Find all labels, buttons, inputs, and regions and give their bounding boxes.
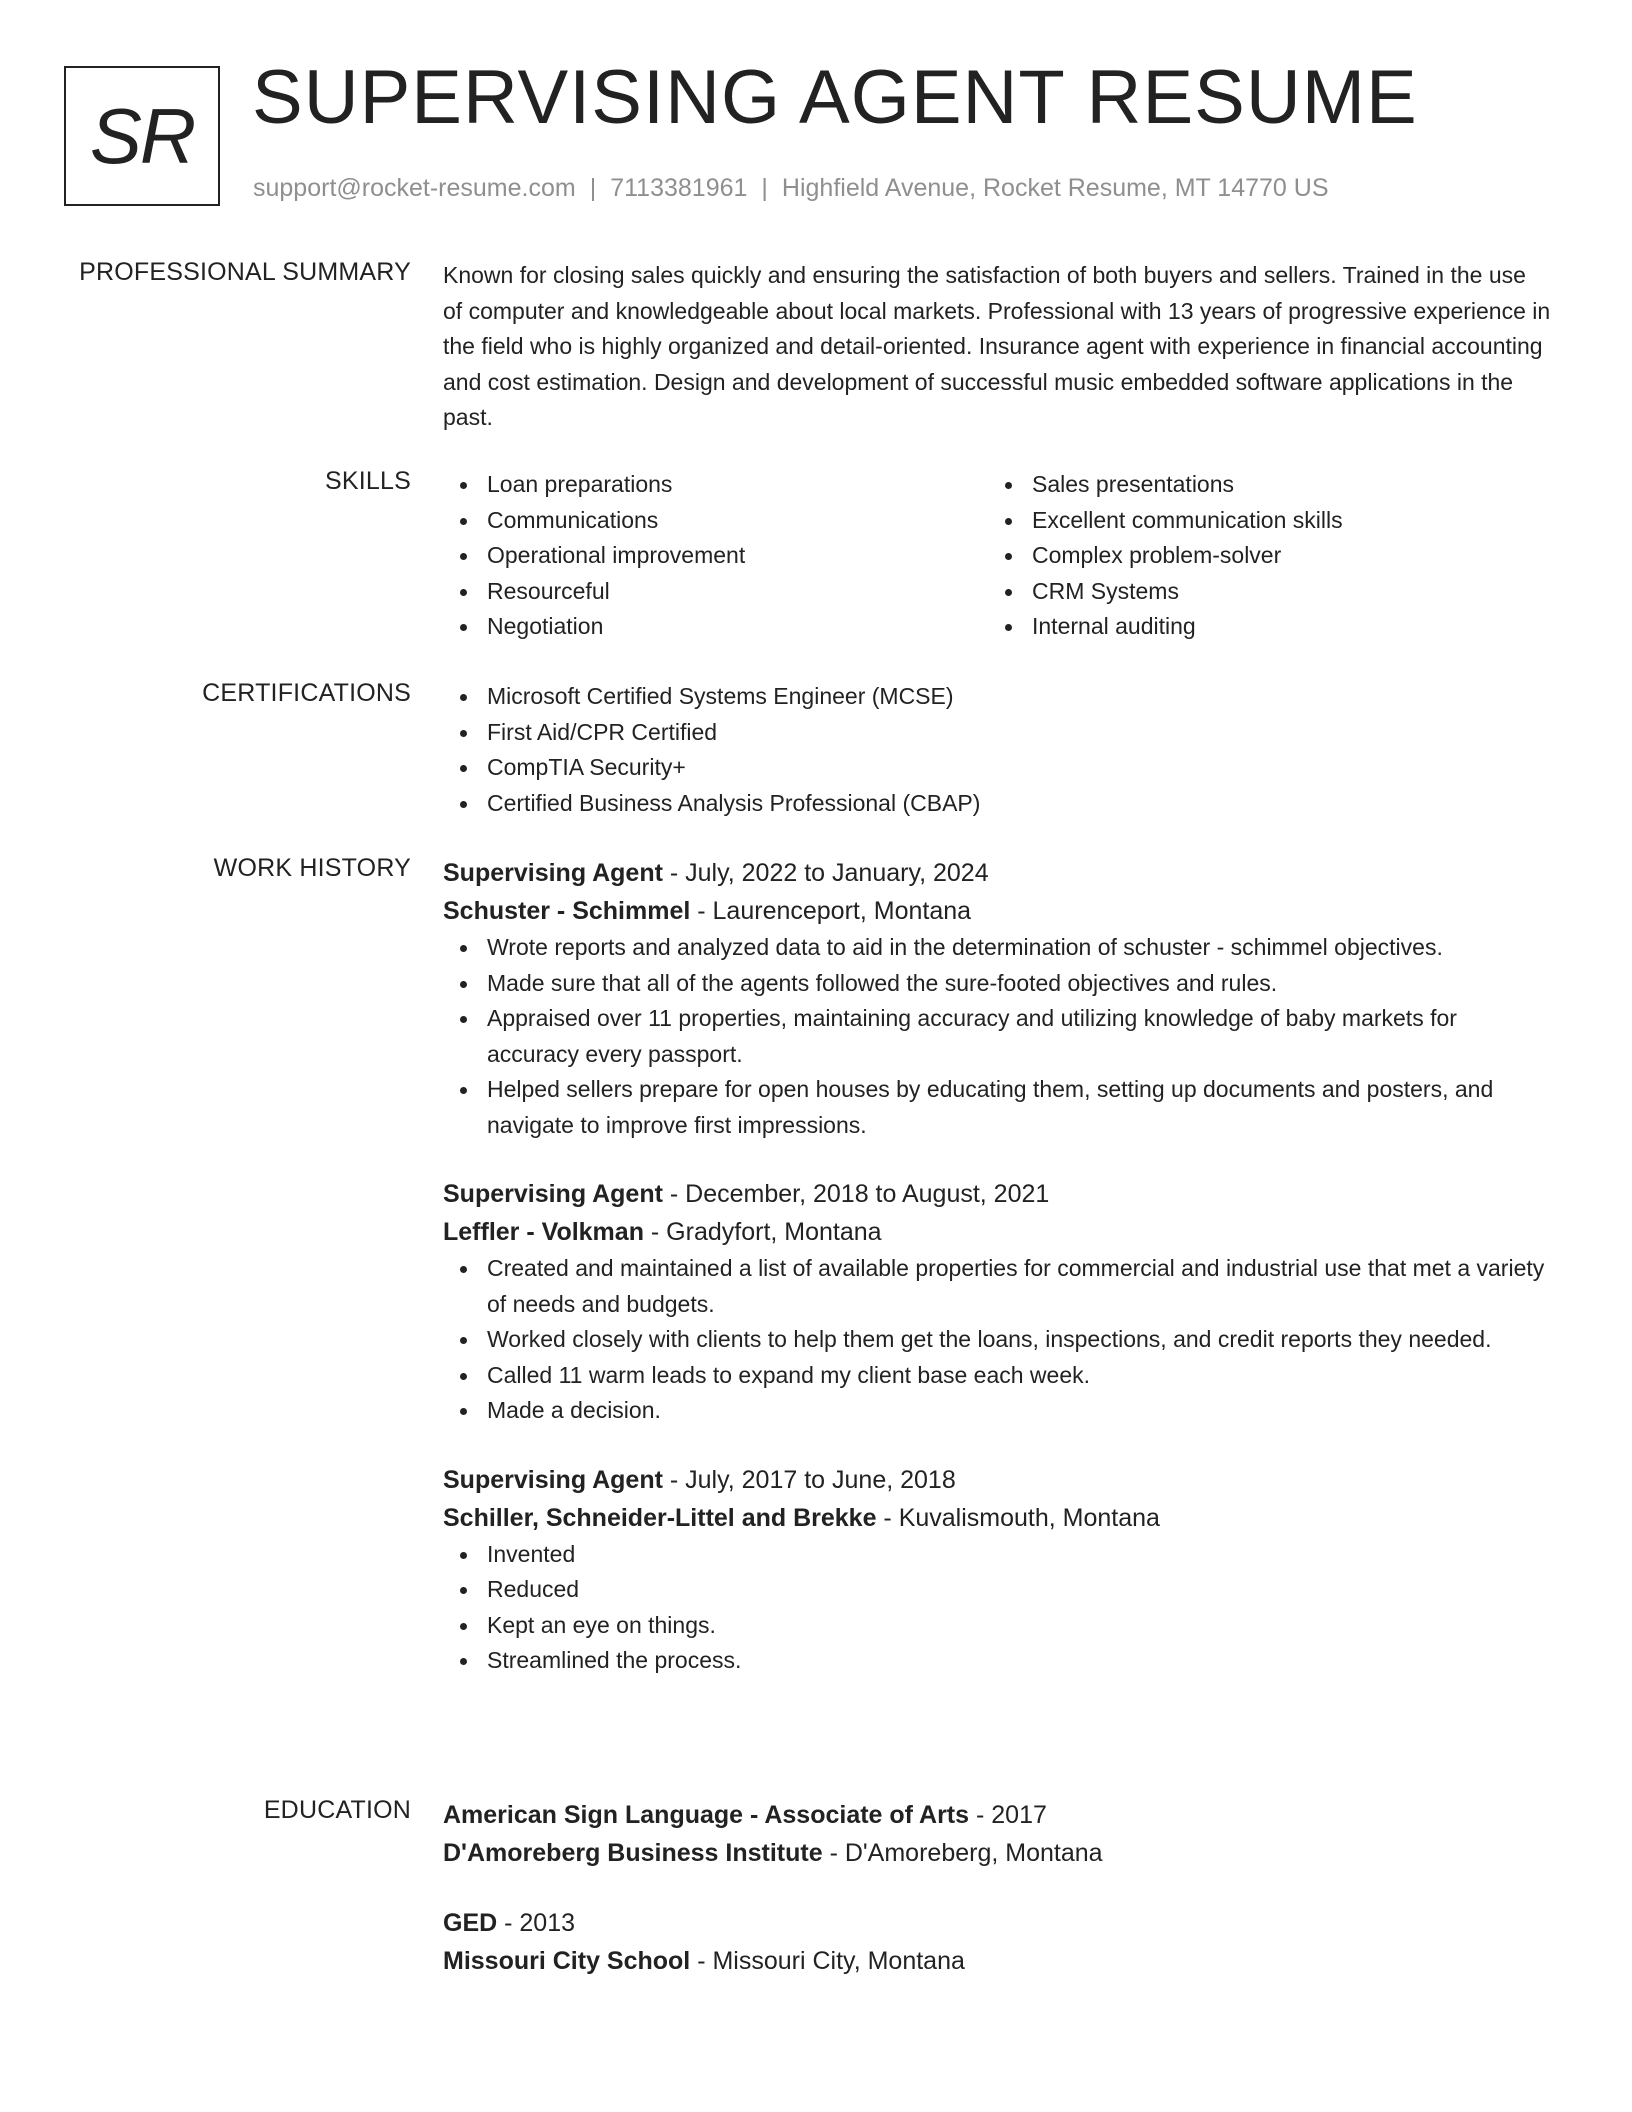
job-bullets <box>443 930 1551 1143</box>
job-company-line <box>443 1213 1551 1251</box>
job-company-line <box>443 892 1551 930</box>
list-item: Appraised over 11 properties, maintaining accuracy and utilizing knowledge of baby markets for accuracy every passport. <box>443 1001 1551 1072</box>
summary-text: Known for closing sales quickly and ensuring the satisfaction of both buyers and sellers. Trained in the use of computer and knowledgeable about local markets. Professional with 13 years of progressive experience in the field who is highly organized and detail-oriented. Insurance agent with experience in financial accounting and cost estimation. Design and development of successful music embedded software applications in the past. <box>443 262 1551 430</box>
education-entry <box>443 1904 1551 1980</box>
education-year: - 2013 <box>497 1909 576 1937</box>
education-degree: American Sign Language - Associate of Arts <box>443 1801 970 1829</box>
resume-title: SUPERVISING AGENT RESUME <box>252 55 1418 140</box>
job-dates: - July, 2022 to January, 2024 <box>662 859 989 887</box>
list-item: Reduced <box>443 1572 1551 1608</box>
list-item: Operational improvement <box>443 538 988 574</box>
list-item: Negotiation <box>443 609 988 645</box>
contact-phone: 7113381961 <box>610 174 748 202</box>
list-item: Made sure that all of the agents followed the sure-footed objectives and rules. <box>443 966 1551 1002</box>
job-location: - Kuvalismouth, Montana <box>876 1503 1160 1532</box>
list-item: CompTIA Security+ <box>443 750 1551 786</box>
list-item: Helped sellers prepare for open houses by educating them, setting up documents and posters, and navigate to improve first impressions. <box>443 1072 1551 1143</box>
job-bullets <box>443 1537 1551 1679</box>
list-item: Complex problem-solver <box>988 538 1533 574</box>
job-company: Schiller, Schneider-Littel and Brekke <box>443 1503 877 1532</box>
list-item: Sales presentations <box>988 467 1533 503</box>
job-entry <box>443 1175 1551 1429</box>
list-item: First Aid/CPR Certified <box>443 715 1551 751</box>
education-location: - Missouri City, Montana <box>690 1947 965 1975</box>
job-dates: - December, 2018 to August, 2021 <box>662 1180 1050 1208</box>
monogram-logo: SR <box>64 66 220 206</box>
job-title-line <box>443 854 1551 892</box>
list-item: Loan preparations <box>443 467 988 503</box>
education-degree-line <box>443 1904 1551 1942</box>
list-item: Resourceful <box>443 574 988 610</box>
job-title-line <box>443 1461 1551 1499</box>
education-year: - 2017 <box>969 1801 1047 1829</box>
job-title-line <box>443 1175 1551 1213</box>
education-school: Missouri City School <box>443 1947 691 1975</box>
list-item: Excellent communication skills <box>988 503 1533 539</box>
education-degree: GED <box>443 1909 498 1937</box>
job-title: Supervising Agent <box>443 859 663 887</box>
certifications-body <box>443 679 1551 821</box>
education-degree-line <box>443 1796 1551 1834</box>
list-item: Wrote reports and analyzed data to aid in the determination of schuster - schimmel objectives. <box>443 930 1551 966</box>
job-bullets <box>443 1251 1551 1429</box>
skills-list-right <box>988 467 1533 645</box>
list-item: Communications <box>443 503 988 539</box>
list-item: Certified Business Analysis Professional (CBAP) <box>443 786 1551 822</box>
education-entry <box>443 1796 1551 1872</box>
list-item: Internal auditing <box>988 609 1533 645</box>
work-history-label: WORK HISTORY <box>213 854 411 882</box>
list-item: Called 11 warm leads to expand my client base each week. <box>443 1358 1551 1394</box>
work-history-body <box>443 854 1551 1679</box>
job-location: - Laurenceport, Montana <box>690 897 972 925</box>
skills-label: SKILLS <box>325 467 411 495</box>
list-item: Invented <box>443 1537 1551 1573</box>
education-school-line <box>443 1942 1551 1980</box>
list-item: Created and maintained a list of available properties for commercial and industrial use that met a variety of needs and budgets. <box>443 1251 1551 1322</box>
list-item: CRM Systems <box>988 574 1533 610</box>
list-item: Made a decision. <box>443 1393 1551 1429</box>
education-school: D'Amoreberg Business Institute <box>443 1839 823 1867</box>
job-entry <box>443 854 1551 1143</box>
certifications-label: CERTIFICATIONS <box>202 679 411 707</box>
job-company: Schuster - Schimmel <box>443 897 691 925</box>
job-entry <box>443 1461 1551 1679</box>
education-body <box>443 1796 1551 1980</box>
education-location: - D'Amoreberg, Montana <box>822 1839 1103 1867</box>
education-label: EDUCATION <box>263 1796 411 1824</box>
contact-address: Highfield Avenue, Rocket Resume, MT 14770 US <box>781 174 1329 202</box>
skills-columns <box>443 467 1551 645</box>
certifications-list <box>443 679 1551 821</box>
contact-separator: | <box>589 174 597 202</box>
contact-separator: | <box>761 174 768 202</box>
job-company-line <box>443 1499 1551 1537</box>
job-company: Leffler - Volkman <box>443 1218 644 1246</box>
skills-list-left <box>443 467 988 645</box>
contact-email: support@rocket-resume.com <box>253 174 576 202</box>
job-dates: - July, 2017 to June, 2018 <box>662 1465 956 1494</box>
list-item: Worked closely with clients to help them get the loans, inspections, and credit reports they needed. <box>443 1322 1551 1358</box>
contact-line <box>253 174 1329 203</box>
job-location: - Gradyfort, Montana <box>643 1218 882 1246</box>
list-item: Microsoft Certified Systems Engineer (MCSE) <box>443 679 1551 715</box>
job-title: Supervising Agent <box>443 1465 663 1494</box>
education-school-line <box>443 1834 1551 1872</box>
list-item: Kept an eye on things. <box>443 1608 1551 1644</box>
summary-label: PROFESSIONAL SUMMARY <box>79 258 411 286</box>
list-item: Streamlined the process. <box>443 1643 1551 1679</box>
job-title: Supervising Agent <box>443 1180 663 1208</box>
